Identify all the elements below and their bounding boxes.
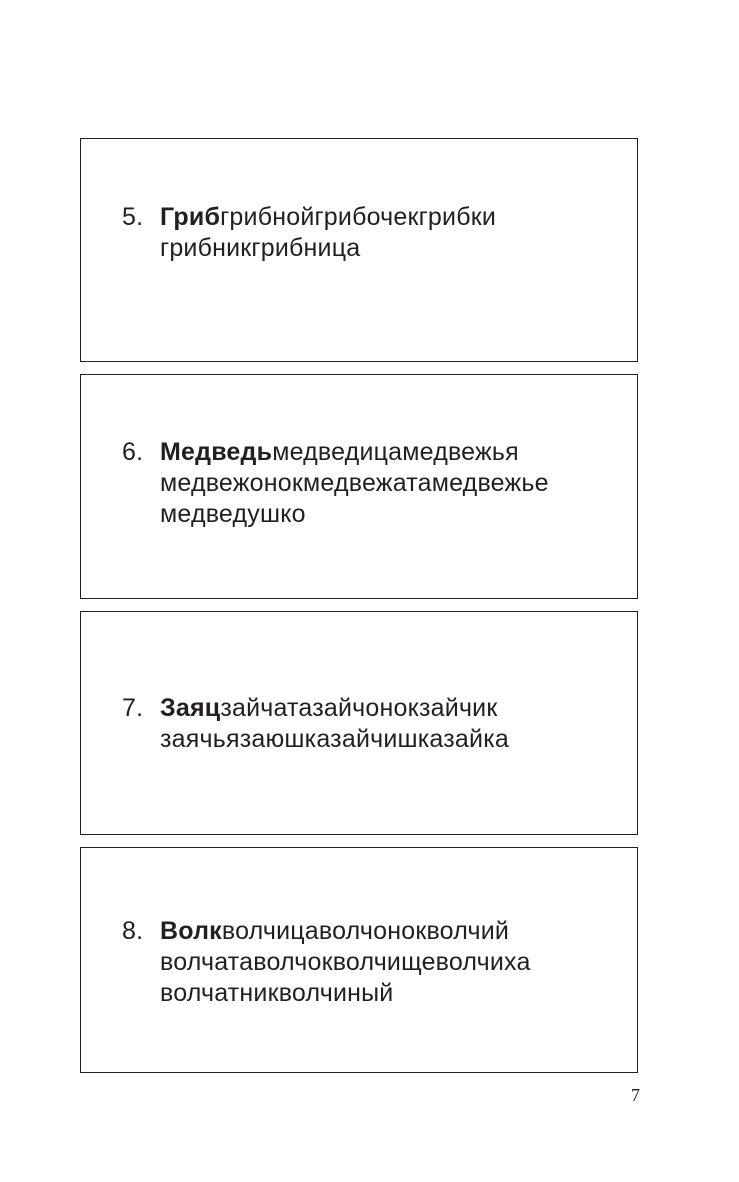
entry-number: 6.	[122, 438, 144, 466]
derived-words: заячьязаюшказайчишказайка	[160, 725, 509, 753]
word-card-5	[80, 138, 638, 362]
page-number: 7	[631, 1085, 640, 1105]
word-card-7	[80, 611, 638, 835]
word-entry	[81, 437, 565, 530]
entry-line	[160, 693, 509, 724]
derived-words: волчатникволчиный	[160, 978, 394, 1007]
word-entry	[81, 202, 512, 264]
derived-words: волчатаволчокволчищеволчиха	[160, 947, 531, 976]
derived-words: медведицамедвежья	[272, 438, 519, 466]
entry-text	[160, 202, 496, 264]
headword: Гриб	[160, 203, 221, 231]
derived-words: грибнойгрибочекгрибки	[220, 203, 497, 231]
word-card-6	[80, 374, 638, 599]
entry-text	[160, 916, 531, 1009]
derived-words: зайчатазайчонокзайчик	[220, 694, 498, 722]
headword: Заяц	[160, 694, 221, 722]
entry-line	[160, 437, 549, 468]
headword: Медведь	[160, 438, 273, 466]
headword: Волк	[160, 916, 222, 945]
entry-number: 8.	[122, 916, 144, 945]
word-entry	[81, 693, 525, 755]
derived-words: грибникгрибница	[160, 234, 361, 262]
entry-text	[160, 437, 549, 530]
entry-line	[160, 916, 531, 947]
derived-words: медвежонокмедвежатамедвежье	[160, 469, 549, 497]
entry-number: 5.	[122, 203, 144, 231]
derived-words: медведушко	[160, 500, 306, 528]
word-entry	[81, 916, 547, 1009]
entry-text	[160, 693, 509, 755]
word-card-8	[80, 847, 638, 1073]
entry-line	[160, 202, 496, 233]
entry-number: 7.	[122, 694, 144, 722]
derived-words: волчицаволчонокволчий	[221, 916, 510, 945]
